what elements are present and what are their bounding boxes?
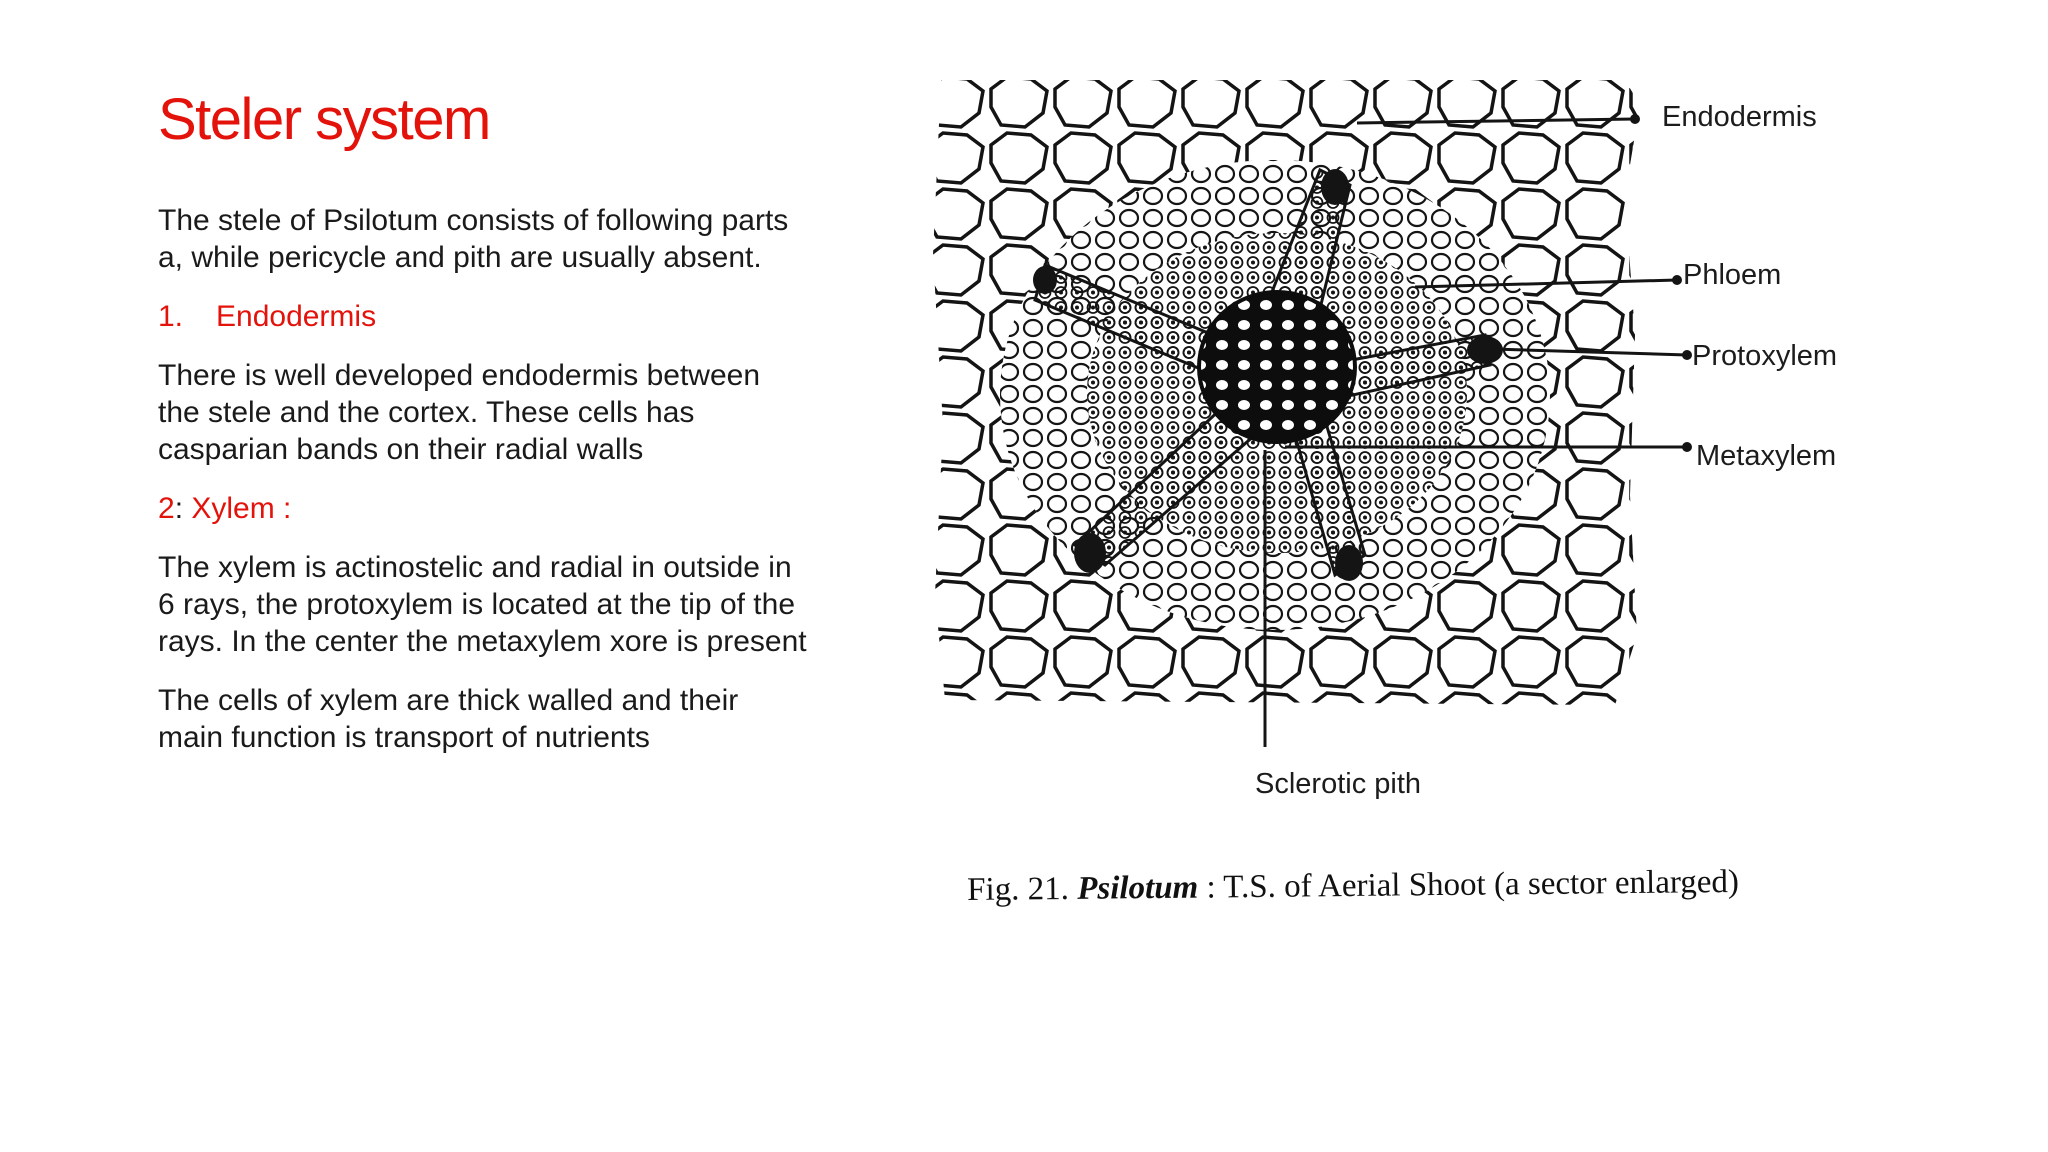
slide-title: Steler system [158,87,490,152]
section-separator: : [174,492,184,525]
section-heading: Xylem : [191,492,292,525]
endodermis-paragraph: There is well developed endodermis between the stele and the cortex. These cells has casparian bands on their radial walls [158,359,761,466]
xylem-function-paragraph: The cells of xylem are thick walled and their main function is transport of nutrients [158,684,739,754]
section-heading: Endodermis [216,300,377,333]
slide-body [158,202,808,778]
caption-genus: Psilotum [1077,869,1199,907]
section-xylem-heading [158,490,808,527]
caption-prefix: Fig. 21. [967,870,1078,908]
xylem-paragraph: The xylem is actinostelic and radial in outside in 6 rays, the protoxylem is located at the tip of the rays. In the center the metaxylem xore is present [158,551,807,658]
label-endodermis: Endodermis [1662,101,1817,133]
intro-paragraph: The stele of Psilotum consists of following parts a, while pericycle and pith are usually absent. [158,204,789,274]
caption-rest: : T.S. of Aerial Shoot (a sector enlarged) [1198,863,1740,906]
label-sclerotic-pith: Sclerotic pith [1255,768,1422,800]
section-number: 2 [158,492,175,525]
psilotum-cross-section-drawing [925,75,1935,935]
section-number: 1. [158,300,184,333]
section-endodermis-heading [158,298,808,335]
label-metaxylem: Metaxylem [1696,440,1837,472]
label-protoxylem: Protoxylem [1692,340,1838,372]
label-phloem: Phloem [1683,259,1782,291]
